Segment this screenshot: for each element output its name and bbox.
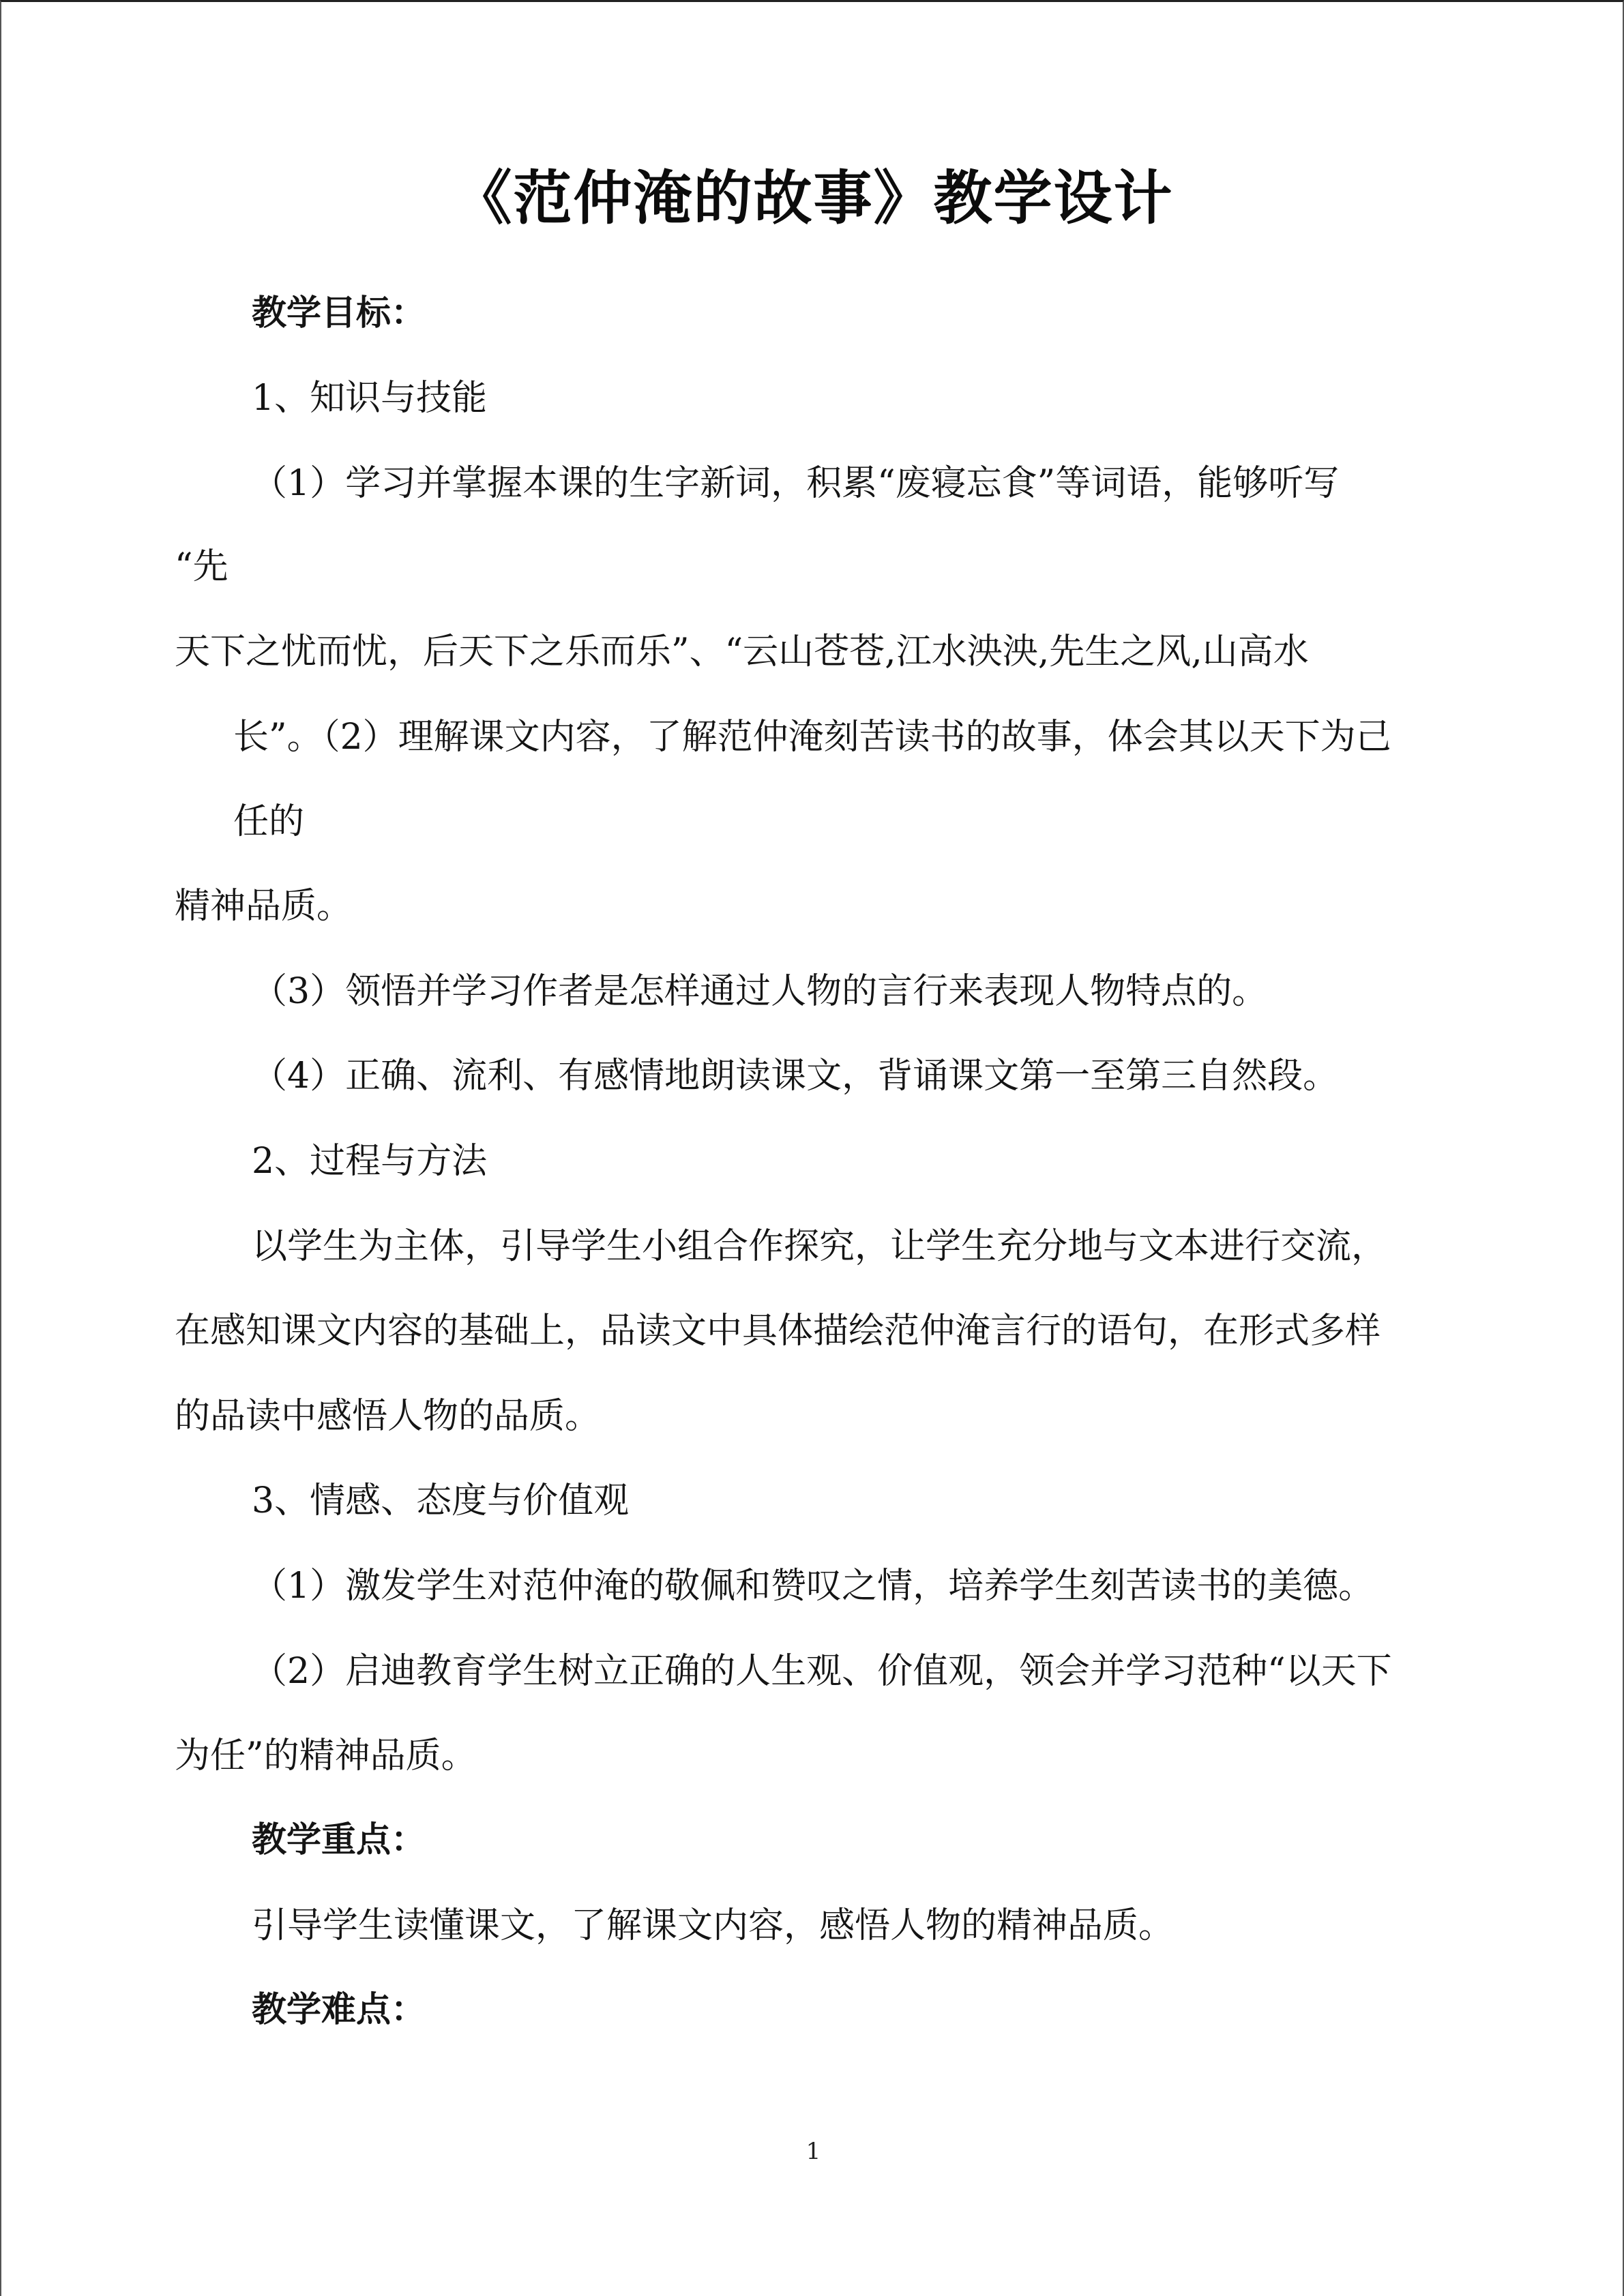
paragraph-line: 任的	[233, 801, 305, 842]
page-number: 1	[806, 2138, 821, 2165]
paragraph-line: 长”。（2）理解课文内容，了解范仲淹刻苦读书的故事，体会其以天下为己	[233, 717, 1391, 758]
section-heading-key-points: 教学重点：	[252, 1820, 426, 1860]
paragraph-line: 为任”的精神品质。	[175, 1735, 477, 1776]
subsection-heading-emotion: 3、情感、态度与价值观	[252, 1480, 630, 1521]
paragraph-line: （2）启迪教育学生树立正确的人生观、价值观，领会并学习范种“以天下	[252, 1651, 1392, 1692]
paragraph-line: 精神品质。	[175, 886, 353, 927]
paragraph-line: （3）领悟并学习作者是怎样通过人物的言行来表现人物特点的。	[252, 971, 1268, 1012]
paragraph-line: （1）学习并掌握本课的生字新词，积累“废寝忘食”等词语，能够听写	[252, 463, 1340, 504]
paragraph-line: 引导学生读懂课文，了解课文内容，感悟人物的精神品质。	[252, 1905, 1175, 1946]
page-title: 《范仲淹的故事》教学设计	[453, 164, 1174, 233]
paragraph-line: 以学生为主体，引导学生小组合作探究，让学生充分地与文本进行交流，	[252, 1226, 1387, 1267]
paragraph-line: 的品读中感悟人物的品质。	[175, 1396, 601, 1437]
subsection-heading-process: 2、过程与方法	[252, 1141, 488, 1182]
paragraph-line: “先	[175, 546, 228, 587]
section-heading-objectives: 教学目标：	[252, 293, 426, 333]
subsection-heading-knowledge: 1、知识与技能	[252, 378, 488, 419]
paragraph-line: 天下之忧而忧，后天下之乐而乐”、“云山苍苍,江水泱泱,先生之风,山高水	[175, 631, 1309, 672]
section-heading-difficulties: 教学难点：	[252, 1990, 426, 2030]
paragraph-line: 在感知课文内容的基础上，品读文中具体描绘范仲淹言行的语句，在形式多样	[175, 1311, 1381, 1352]
paragraph-line: （1）激发学生对范仲淹的敬佩和赞叹之情，培养学生刻苦读书的美德。	[252, 1566, 1374, 1607]
paragraph-line: （4）正确、流利、有感情地朗读课文，背诵课文第一至第三自然段。	[252, 1056, 1339, 1097]
